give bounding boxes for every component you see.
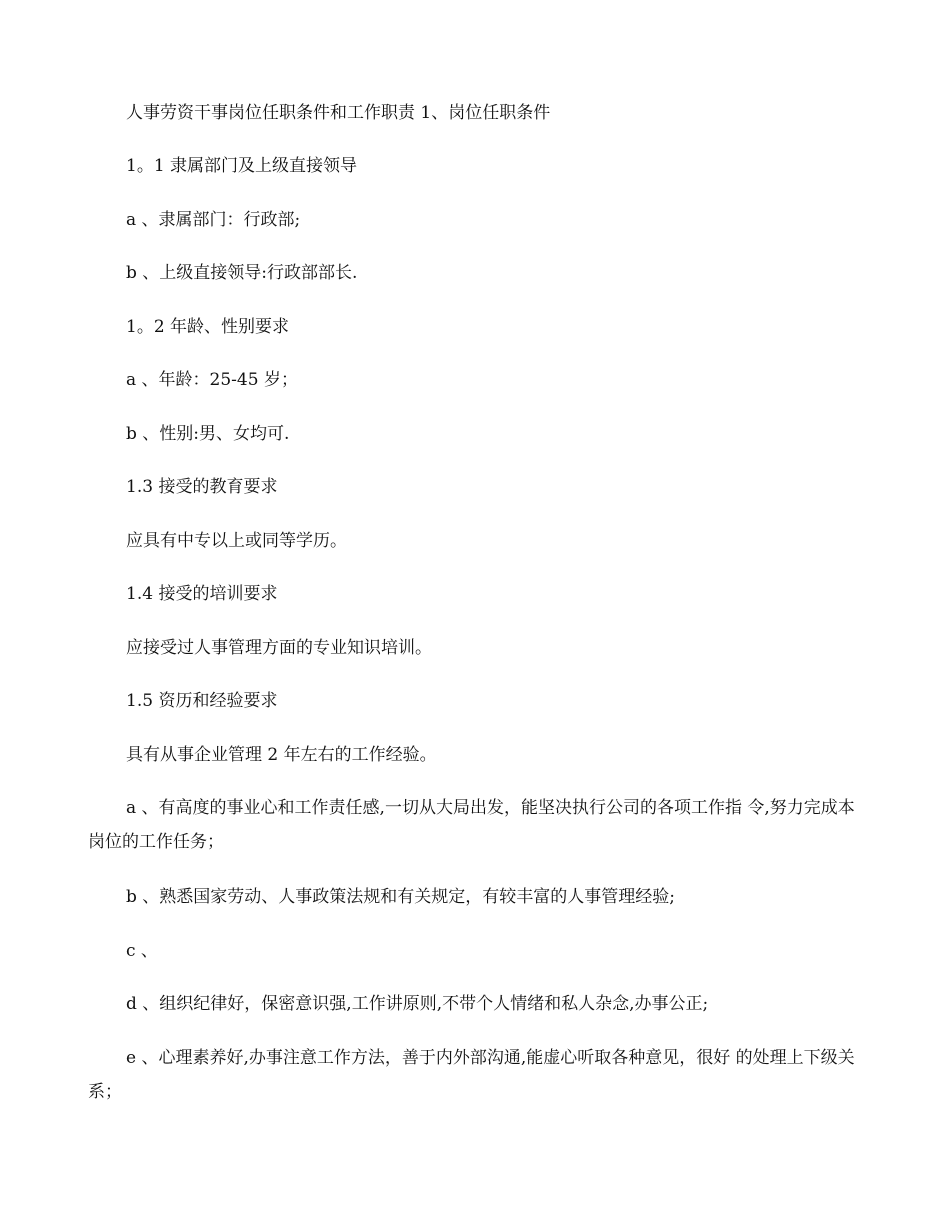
paragraph-section-1-3: 1.3 接受的教育要求 <box>126 477 278 497</box>
paragraph-education: 应具有中专以上或同等学历。 <box>126 531 347 551</box>
paragraph-title: 人事劳资干事岗位任职条件和工作职责 1、岗位任职条件 <box>126 103 551 123</box>
paragraph-item-b-supervisor: b 、上级直接领导:行政部部长. <box>126 263 358 283</box>
paragraph-item-b-gender: b 、性别:男、女均可. <box>126 424 290 444</box>
paragraph-item-e-psychology: e 、心理素养好,办事注意工作方法，善于内外部沟通,能虚心听取各种意见，很好 的处理上下级关系； <box>88 1048 855 1102</box>
paragraph-experience: 具有从事企业管理 2 年左右的工作经验。 <box>126 745 437 765</box>
paragraph-training: 应接受过人事管理方面的专业知识培训。 <box>126 638 432 658</box>
paragraph-section-1-5: 1.5 资历和经验要求 <box>126 691 278 711</box>
paragraph-item-b-knowledge: b 、熟悉国家劳动、人事政策法规和有关规定，有较丰富的人事管理经验; <box>126 887 676 907</box>
paragraph-item-a-responsibility: a 、有高度的事业心和工作责任感,一切从大局出发，能坚决执行公司的各项工作指 令,努力完成本岗位的工作任务； <box>88 798 855 852</box>
paragraph-section-1-2: 1。2 年龄、性别要求 <box>126 317 290 337</box>
paragraph-item-d-discipline: d 、组织纪律好，保密意识强,工作讲原则,不带个人情绪和私人杂念,办事公正; <box>126 994 709 1014</box>
paragraph-item-a-department: a 、隶属部门：行政部; <box>126 210 301 230</box>
paragraph-section-1-1: 1。1 隶属部门及上级直接领导 <box>126 156 358 176</box>
paragraph-item-a-age: a 、年龄：25-45 岁； <box>126 370 298 390</box>
paragraph-section-1-4: 1.4 接受的培训要求 <box>126 584 278 604</box>
paragraph-item-c: c 、 <box>126 941 158 961</box>
